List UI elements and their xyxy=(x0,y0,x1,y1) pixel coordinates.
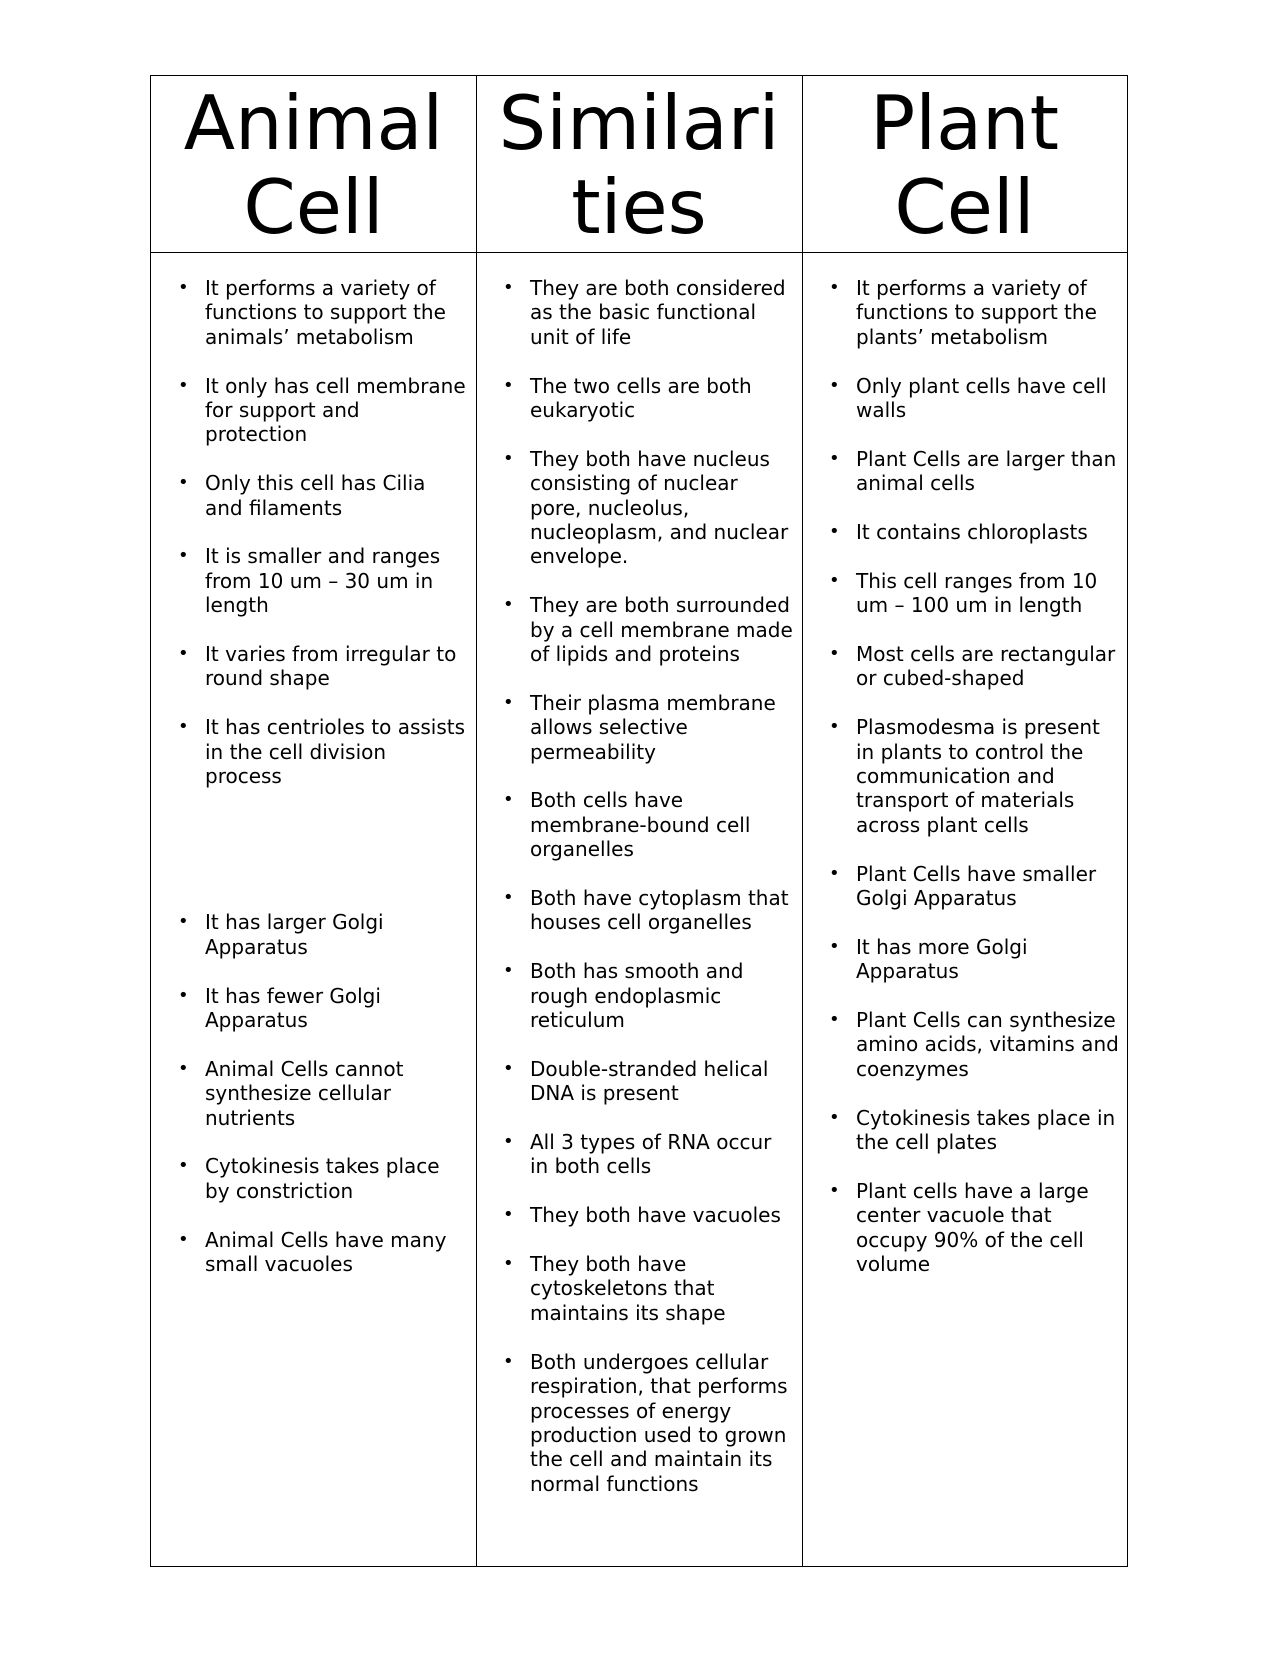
list-item xyxy=(802,935,1127,984)
list-item-text: Most cells are rectangular or cubed-shaped xyxy=(856,642,1116,691)
list-item xyxy=(802,520,1127,544)
header-line: Cell xyxy=(894,163,1035,251)
header-similarities xyxy=(476,76,802,252)
list-item xyxy=(476,276,802,349)
bullet-icon: • xyxy=(178,716,189,738)
list-item-text: It performs a variety of functions to support the animals’ metabolism xyxy=(205,276,446,349)
plant-cell-column xyxy=(802,252,1127,1566)
bullet-icon: • xyxy=(178,472,189,494)
bullet-icon: • xyxy=(829,1179,840,1201)
bullet-icon: • xyxy=(503,1204,514,1226)
bullet-icon: • xyxy=(178,545,189,567)
list-item-text: Their plasma membrane allows selective permeability xyxy=(530,690,776,764)
list-item-text: The two cells are both eukaryotic xyxy=(530,373,752,423)
header-line: ties xyxy=(571,163,707,251)
list-item xyxy=(802,862,1127,911)
list-item xyxy=(802,374,1127,423)
list-item-text: Plant cells have a large center vacuole that occupy 90% of the cell volume xyxy=(856,1178,1089,1277)
similarities-column xyxy=(476,252,802,1566)
animal-cell-list xyxy=(151,276,476,1276)
list-item-text: Both have cytoplasm that houses cell organelles xyxy=(530,886,789,935)
animal-cell-column xyxy=(151,252,476,1566)
bullet-icon: • xyxy=(503,1253,514,1275)
bullet-icon: • xyxy=(503,594,514,616)
list-item-text: Both undergoes cellular respiration, that performs processes of energy production used to grown the cell and maintain its normal functions xyxy=(530,1349,788,1496)
comparison-table xyxy=(150,75,1128,1567)
list-item-text: Plant Cells are larger than animal cells xyxy=(856,446,1117,496)
list-item-text: This cell ranges from 10 um – 100 um in length xyxy=(856,568,1098,618)
header-line: Similari xyxy=(498,79,780,167)
list-item xyxy=(476,447,802,569)
list-item xyxy=(151,1228,476,1277)
list-item xyxy=(802,715,1127,837)
list-item xyxy=(476,1130,802,1179)
bullet-icon: • xyxy=(503,1057,514,1079)
bullet-icon: • xyxy=(503,374,514,396)
list-item-text: It performs a variety of functions to support the plants’ metabolism xyxy=(856,276,1097,349)
list-item xyxy=(476,1057,802,1106)
list-item xyxy=(151,910,476,959)
bullet-icon: • xyxy=(829,277,840,298)
list-item-text: Cytokinesis takes place in the cell plates xyxy=(856,1105,1116,1155)
bullet-icon: • xyxy=(829,569,840,591)
list-item-text: Both cells have membrane-bound cell organelles xyxy=(530,788,751,862)
list-item-text: They both have nucleus consisting of nuclear pore, nucleolus, nucleoplasm, and nuclear envelope. xyxy=(530,446,789,569)
list-item-text: Double-stranded helical DNA is present xyxy=(530,1056,769,1106)
bullet-icon: • xyxy=(503,789,514,811)
list-item xyxy=(476,691,802,764)
list-item-text: Cytokinesis takes place by constriction xyxy=(205,1154,440,1203)
list-item xyxy=(151,1154,476,1203)
header-line: Plant xyxy=(870,79,1059,167)
bullet-icon: • xyxy=(178,1155,189,1177)
list-item xyxy=(802,276,1127,349)
list-item xyxy=(151,374,476,447)
list-item xyxy=(476,1203,802,1227)
list-item-text: Only this cell has Cilia and filaments xyxy=(205,471,426,520)
list-item xyxy=(802,642,1127,691)
list-item xyxy=(802,1008,1127,1081)
list-item xyxy=(476,593,802,666)
bullet-icon: • xyxy=(829,643,840,665)
bullet-icon: • xyxy=(178,643,189,665)
list-item-text: It has more Golgi Apparatus xyxy=(856,934,1028,984)
list-item-text: They both have cytoskeletons that maintains its shape xyxy=(530,1252,726,1325)
list-item-text: They both have vacuoles xyxy=(530,1203,781,1228)
list-item-text: They are both surrounded by a cell membrane made of lipids and proteins xyxy=(530,593,793,667)
list-item-text: It has larger Golgi Apparatus xyxy=(205,910,384,959)
bullet-icon: • xyxy=(829,716,840,738)
bullet-icon: • xyxy=(829,447,840,469)
list-item-text: Animal Cells have many small vacuoles xyxy=(205,1227,447,1277)
list-item-text: It has fewer Golgi Apparatus xyxy=(205,983,381,1033)
list-item xyxy=(802,1179,1127,1277)
bullet-icon: • xyxy=(829,1009,840,1031)
list-item-text: It varies from irregular to round shape xyxy=(205,642,457,691)
list-item xyxy=(476,1350,802,1496)
list-item xyxy=(151,276,476,349)
bullet-icon: • xyxy=(178,374,189,396)
list-item xyxy=(476,788,802,861)
bullet-icon: • xyxy=(178,1228,189,1250)
list-item-text: It contains chloroplasts xyxy=(856,520,1088,545)
list-item xyxy=(476,1252,802,1325)
header-plant-cell xyxy=(802,76,1127,252)
bullet-icon: • xyxy=(503,1350,514,1372)
list-item xyxy=(151,715,476,788)
similarities-list xyxy=(476,276,802,1496)
bullet-icon: • xyxy=(829,1106,840,1128)
plant-cell-list xyxy=(802,276,1127,1276)
list-item-text: Plasmodesma is present in plants to control the communication and transport of materials across plant cells xyxy=(856,715,1100,837)
list-item-text: Plant Cells can synthesize amino acids, vitamins and coenzymes xyxy=(856,1008,1119,1081)
bullet-icon: • xyxy=(503,960,514,982)
bullet-icon: • xyxy=(503,691,514,713)
list-item xyxy=(151,984,476,1033)
list-item xyxy=(476,886,802,935)
header-line: Cell xyxy=(243,163,384,251)
bullet-icon: • xyxy=(503,277,514,298)
list-item-text: It only has cell membrane for support and protection xyxy=(205,373,466,447)
bullet-icon: • xyxy=(829,521,840,543)
list-item-text: Both has smooth and rough endoplasmic reticulum xyxy=(530,959,744,1033)
list-item xyxy=(802,1106,1127,1155)
bullet-icon: • xyxy=(503,447,514,469)
list-item xyxy=(802,569,1127,618)
list-item xyxy=(802,447,1127,496)
header-animal-cell xyxy=(151,76,476,252)
list-item xyxy=(151,1057,476,1130)
list-item-text: All 3 types of RNA occur in both cells xyxy=(530,1130,772,1179)
list-item xyxy=(151,642,476,691)
bullet-icon: • xyxy=(829,935,840,957)
bullet-icon: • xyxy=(503,1131,514,1153)
list-item-text: Plant Cells have smaller Golgi Apparatus xyxy=(856,861,1097,911)
list-item-text: It is smaller and ranges from 10 um – 30 um in length xyxy=(205,544,441,618)
list-item-text: Animal Cells cannot synthesize cellular nutrients xyxy=(205,1056,404,1130)
list-item xyxy=(476,959,802,1032)
bullet-icon: • xyxy=(178,911,189,933)
list-item xyxy=(151,544,476,617)
bullet-icon: • xyxy=(829,862,840,884)
list-item-text: They are both considered as the basic functional unit of life xyxy=(530,276,786,349)
list-item xyxy=(476,374,802,423)
bullet-icon: • xyxy=(178,1057,189,1079)
list-item-text: It has centrioles to assists in the cell division process xyxy=(205,715,466,789)
list-item xyxy=(151,471,476,520)
bullet-icon: • xyxy=(178,984,189,1006)
list-item-text: Only plant cells have cell walls xyxy=(856,373,1107,423)
header-line: Animal xyxy=(183,79,444,167)
bullet-icon: • xyxy=(829,374,840,396)
bullet-icon: • xyxy=(503,887,514,909)
bullet-icon: • xyxy=(178,277,189,298)
